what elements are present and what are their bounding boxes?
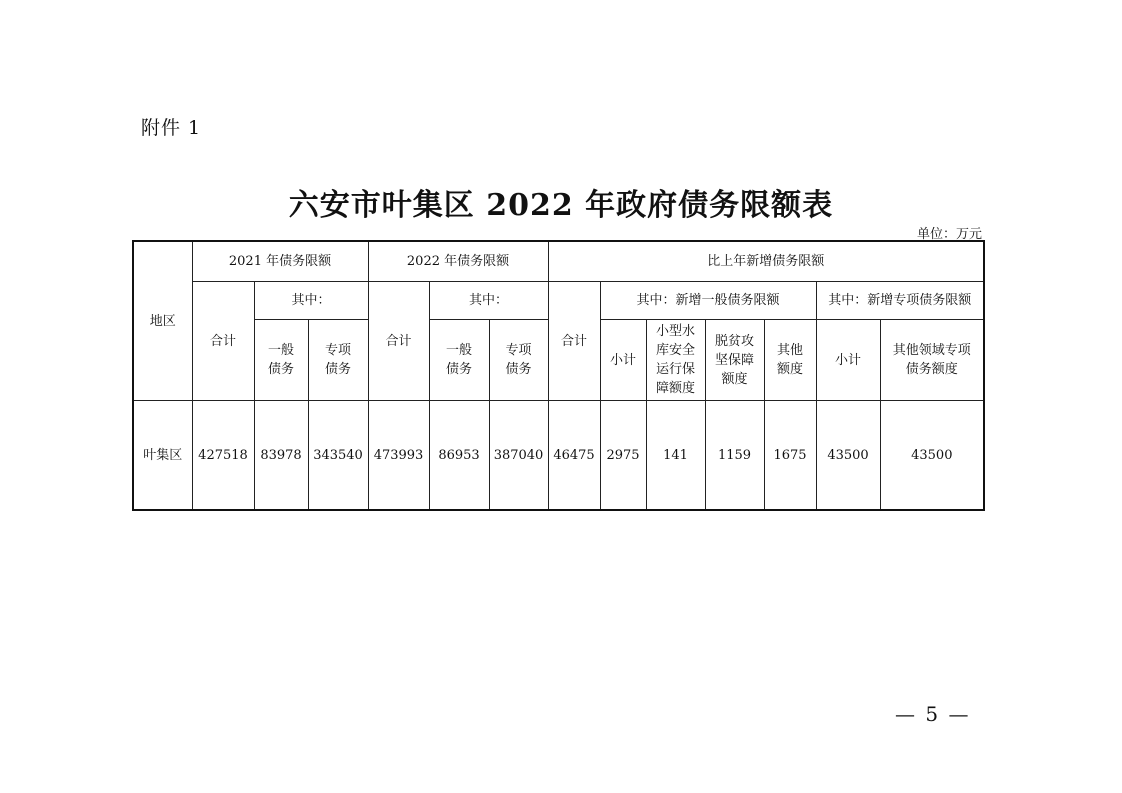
general-2021-header: 一般 债务 <box>254 320 308 401</box>
region-header: 地区 <box>133 241 192 401</box>
total-2022-header: 合计 <box>368 282 429 401</box>
special-subtotal-header: 小计 <box>816 320 880 401</box>
header-row-1 <box>133 241 984 282</box>
other-special-header: 其他领域专项 债务额度 <box>880 320 984 401</box>
of-which-special-header: 其中：新增专项债务限额 <box>816 282 984 320</box>
special-2021-header: 专项 债务 <box>308 320 368 401</box>
header-row-2 <box>133 282 984 320</box>
special-subtotal-cell: 43500 <box>816 401 880 511</box>
total-increase-header: 合计 <box>548 282 600 401</box>
general-subtotal-header: 小计 <box>600 320 646 401</box>
general-2022-header: 一般 债务 <box>429 320 489 401</box>
debt-limit-table <box>132 240 985 511</box>
poverty-cell: 1159 <box>705 401 764 511</box>
general-2022-cell: 86953 <box>429 401 489 511</box>
general-subtotal-cell: 2975 <box>600 401 646 511</box>
of-which-2022-header: 其中： <box>429 282 548 320</box>
page-title: 六安市叶集区 2022 年政府债务限额表 <box>288 188 834 223</box>
group-increase-header: 比上年新增债务限额 <box>548 241 984 282</box>
total-2021-header: 合计 <box>192 282 254 401</box>
of-which-2021-header: 其中： <box>254 282 368 320</box>
reservoir-header: 小型水 库安全 运行保 障额度 <box>646 320 705 401</box>
general-2021-cell: 83978 <box>254 401 308 511</box>
group-2021-header: 2021 年债务限额 <box>192 241 368 282</box>
special-2021-cell: 343540 <box>308 401 368 511</box>
total-increase-cell: 46475 <box>548 401 600 511</box>
page-number: — 5 — <box>895 702 971 726</box>
of-which-general-header: 其中：新增一般债务限额 <box>600 282 816 320</box>
group-2022-header: 2022 年债务限额 <box>368 241 548 282</box>
special-2022-header: 专项 债务 <box>489 320 548 401</box>
other-header: 其他 额度 <box>764 320 816 401</box>
total-2021-cell: 427518 <box>192 401 254 511</box>
total-2022-cell: 473993 <box>368 401 429 511</box>
attachment-label: 附件 1 <box>141 117 202 139</box>
unit-label: 单位：万元 <box>916 227 982 242</box>
reservoir-cell: 141 <box>646 401 705 511</box>
other-cell: 1675 <box>764 401 816 511</box>
other-special-cell: 43500 <box>880 401 984 511</box>
table-row <box>133 401 984 511</box>
special-2022-cell: 387040 <box>489 401 548 511</box>
region-cell: 叶集区 <box>133 401 192 511</box>
poverty-header: 脱贫攻 坚保障 额度 <box>705 320 764 401</box>
